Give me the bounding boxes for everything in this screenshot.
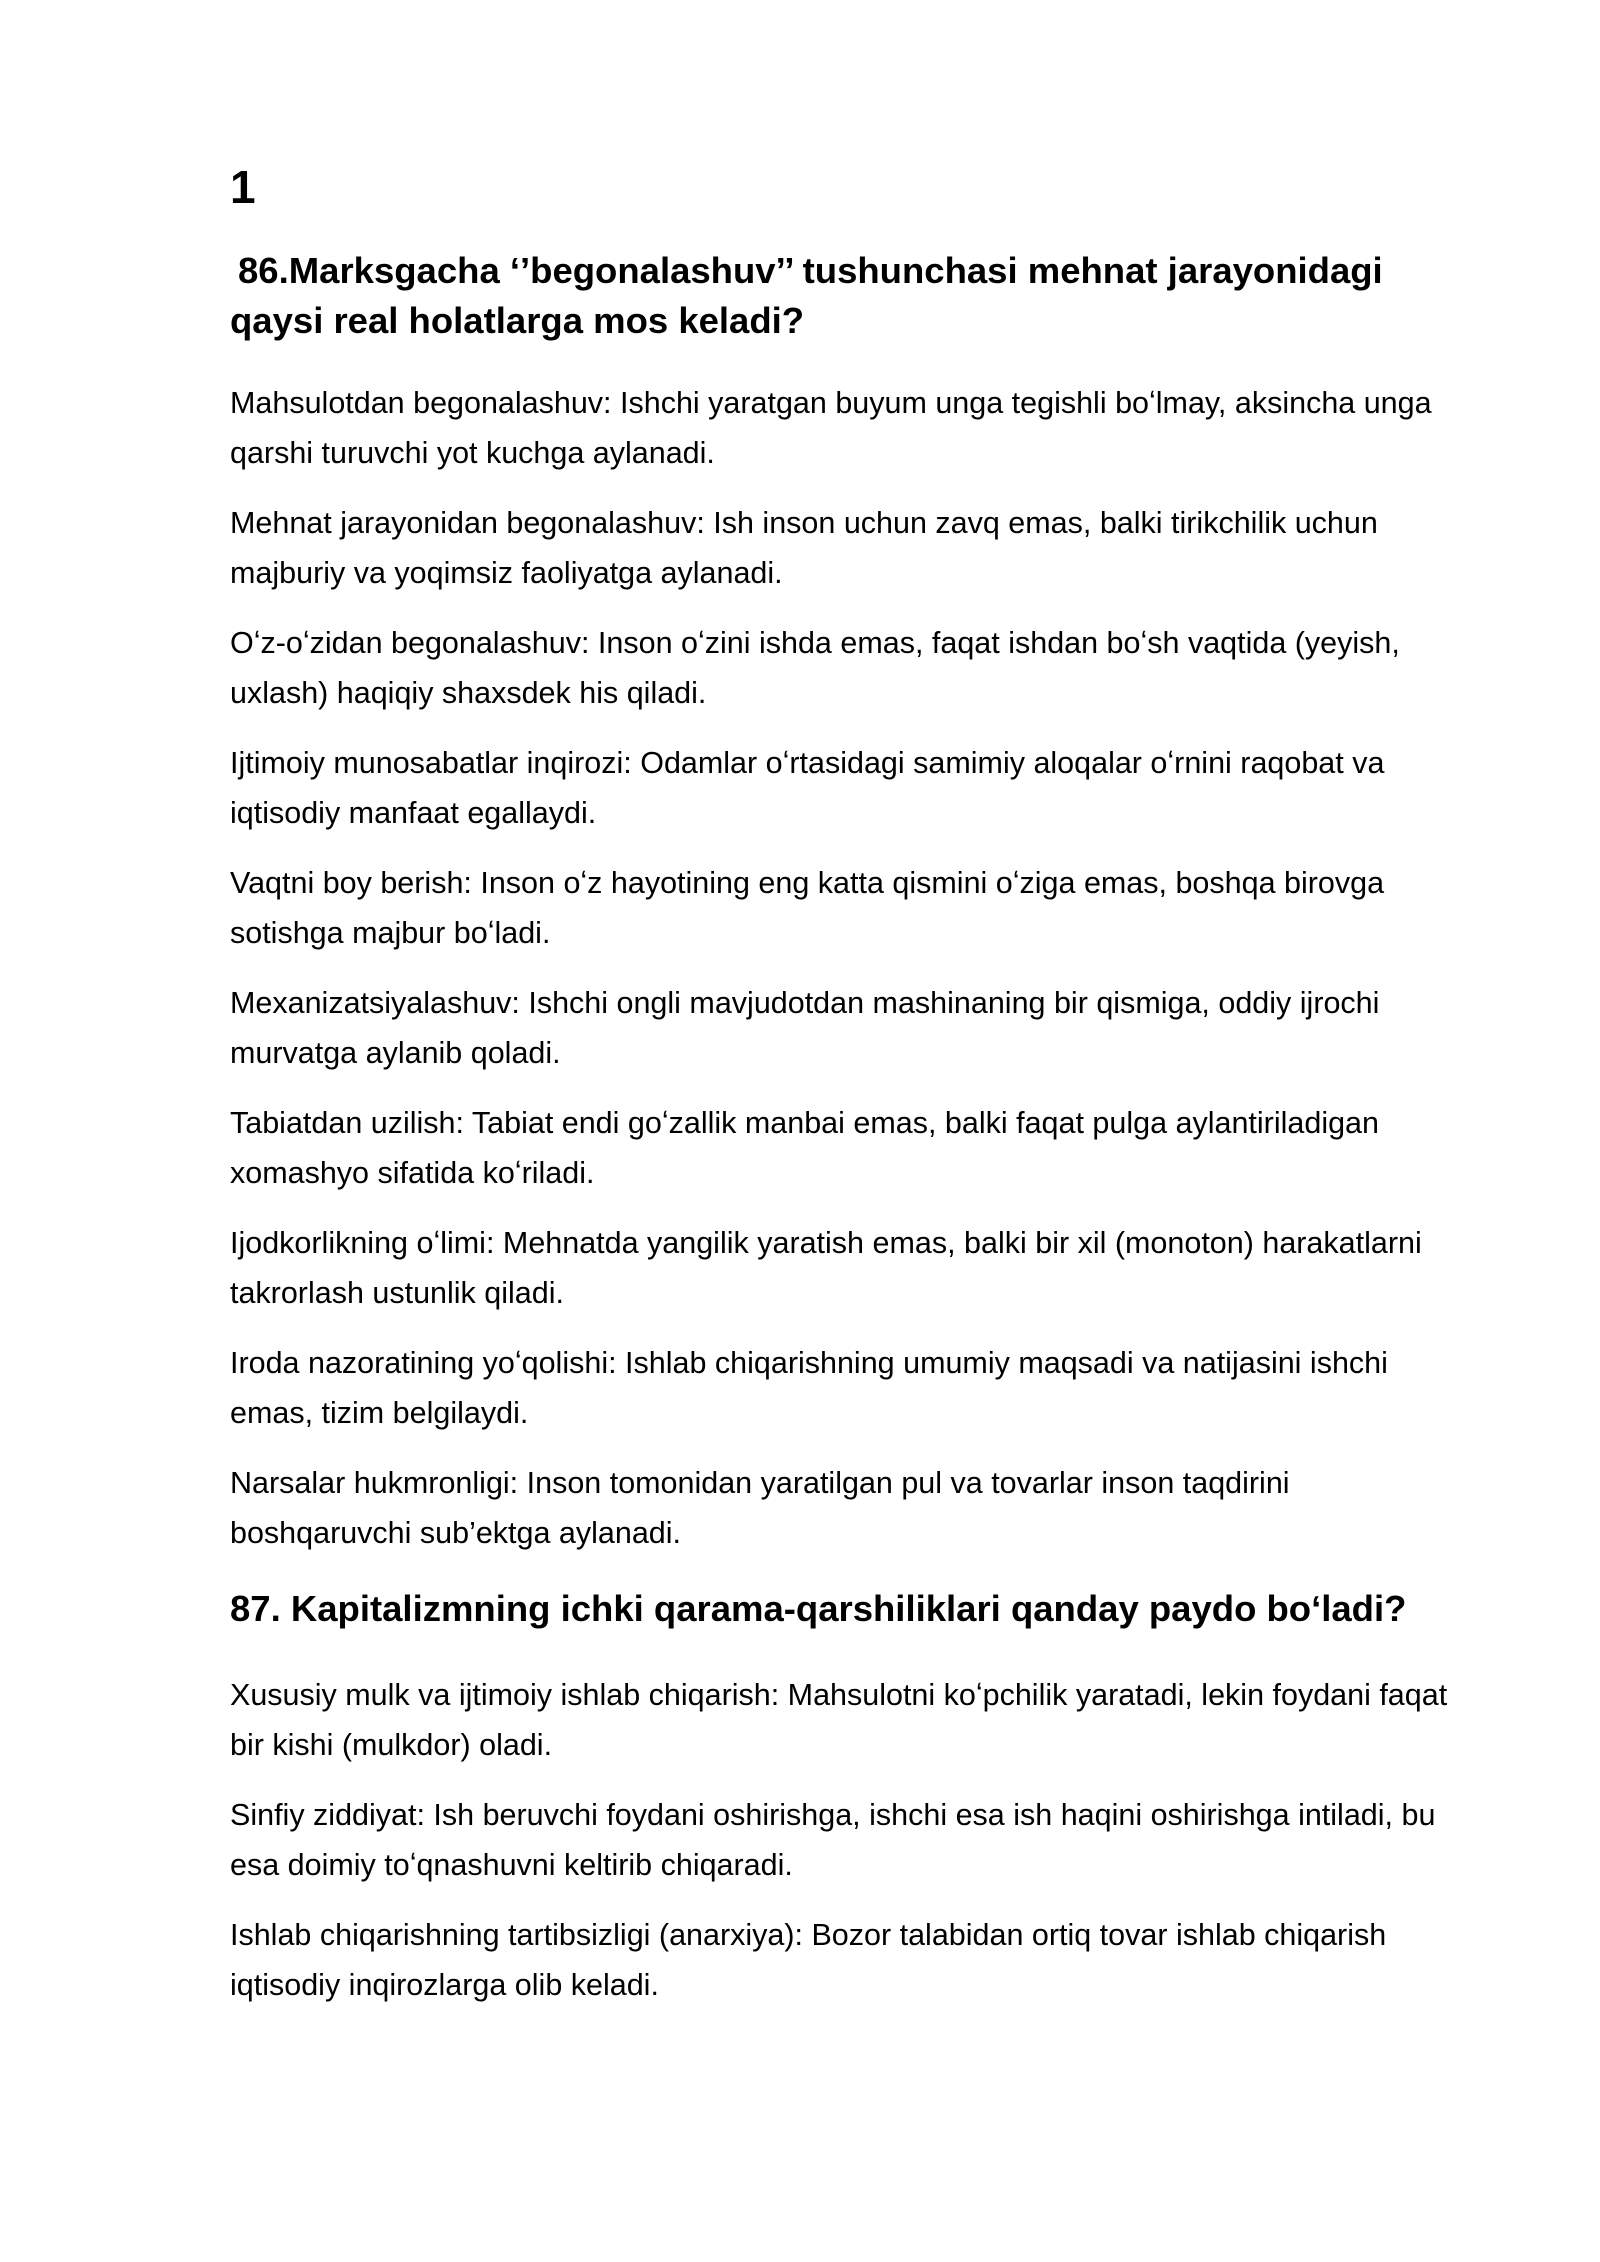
answer-item: Sinfiy ziddiyat: Ish beruvchi foydani oshirishga, ishchi esa ish haqini oshirishga intiladi, bu esa doimiy toʻqnashuvni keltirib chiqaradi. — [230, 1798, 1436, 1882]
answer-item: Mehnat jarayonidan begonalashuv: Ish inson uchun zavq emas, balki tirikchilik uchun majburiy va yoqimsiz faoliyatga aylanadi. — [230, 506, 1378, 590]
question-87-heading: 87. Kapitalizmning ichki qarama-qarshiliklari qanday paydo boʻladi? — [230, 1588, 1407, 1629]
answer-item: Iroda nazoratining yoʻqolishi: Ishlab chiqarishning umumiy maqsadi va natijasini ishchi emas, tizim belgilaydi. — [230, 1346, 1388, 1430]
question-86-answers — [230, 378, 1470, 1578]
answer-item: Tabiatdan uzilish: Tabiat endi goʻzallik manbai emas, balki faqat pulga aylantiriladigan xomashyo sifatida koʻriladi. — [230, 1106, 1379, 1190]
answer-item: Mexanizatsiyalashuv: Ishchi ongli mavjudotdan mashinaning bir qismiga, oddiy ijrochi murvatga aylanib qoladi. — [230, 986, 1380, 1070]
answer-item: Mahsulotdan begonalashuv: Ishchi yaratgan buyum unga tegishli boʻlmay, aksincha unga qarshi turuvchi yot kuchga aylanadi. — [230, 386, 1432, 470]
question-87-answers — [230, 1670, 1470, 2030]
question-86-heading-text: 86.Marksgacha ‘’begonalashuv’’ tushunchasi mehnat jarayonidagi qaysi real holatlarga mos keladi? — [230, 250, 1383, 341]
answer-item: Vaqtni boy berish: Inson oʻz hayotining eng katta qismini oʻziga emas, boshqa birovga sotishga majbur boʻladi. — [230, 866, 1385, 950]
page-number: 1 — [230, 161, 256, 213]
question-86-heading — [230, 246, 1470, 346]
answer-item: Oʻz-oʻzidan begonalashuv: Inson oʻzini ishda emas, faqat ishdan boʻsh vaqtida (yeyish, uxlash) haqiqiy shaxsdek his qiladi. — [230, 626, 1400, 710]
answer-item: Ijtimoiy munosabatlar inqirozi: Odamlar oʻrtasidagi samimiy aloqalar oʻrnini raqobat va iqtisodiy manfaat egallaydi. — [230, 746, 1385, 830]
answer-item: Xususiy mulk va ijtimoiy ishlab chiqarish: Mahsulotni koʻpchilik yaratadi, lekin foydani faqat bir kishi (mulkdor) oladi. — [230, 1678, 1448, 1762]
answer-item: Narsalar hukmronligi: Inson tomonidan yaratilgan pul va tovarlar inson taqdirini boshqaruvchi sub’ektga aylanadi. — [230, 1466, 1290, 1550]
answer-item: Ishlab chiqarishning tartibsizligi (anarxiya): Bozor talabidan ortiq tovar ishlab chiqarish iqtisodiy inqirozlarga olib keladi. — [230, 1918, 1387, 2002]
answer-item: Ijodkorlikning oʻlimi: Mehnatda yangilik yaratish emas, balki bir xil (monoton) harakatlarni takrorlash ustunlik qiladi. — [230, 1226, 1422, 1310]
